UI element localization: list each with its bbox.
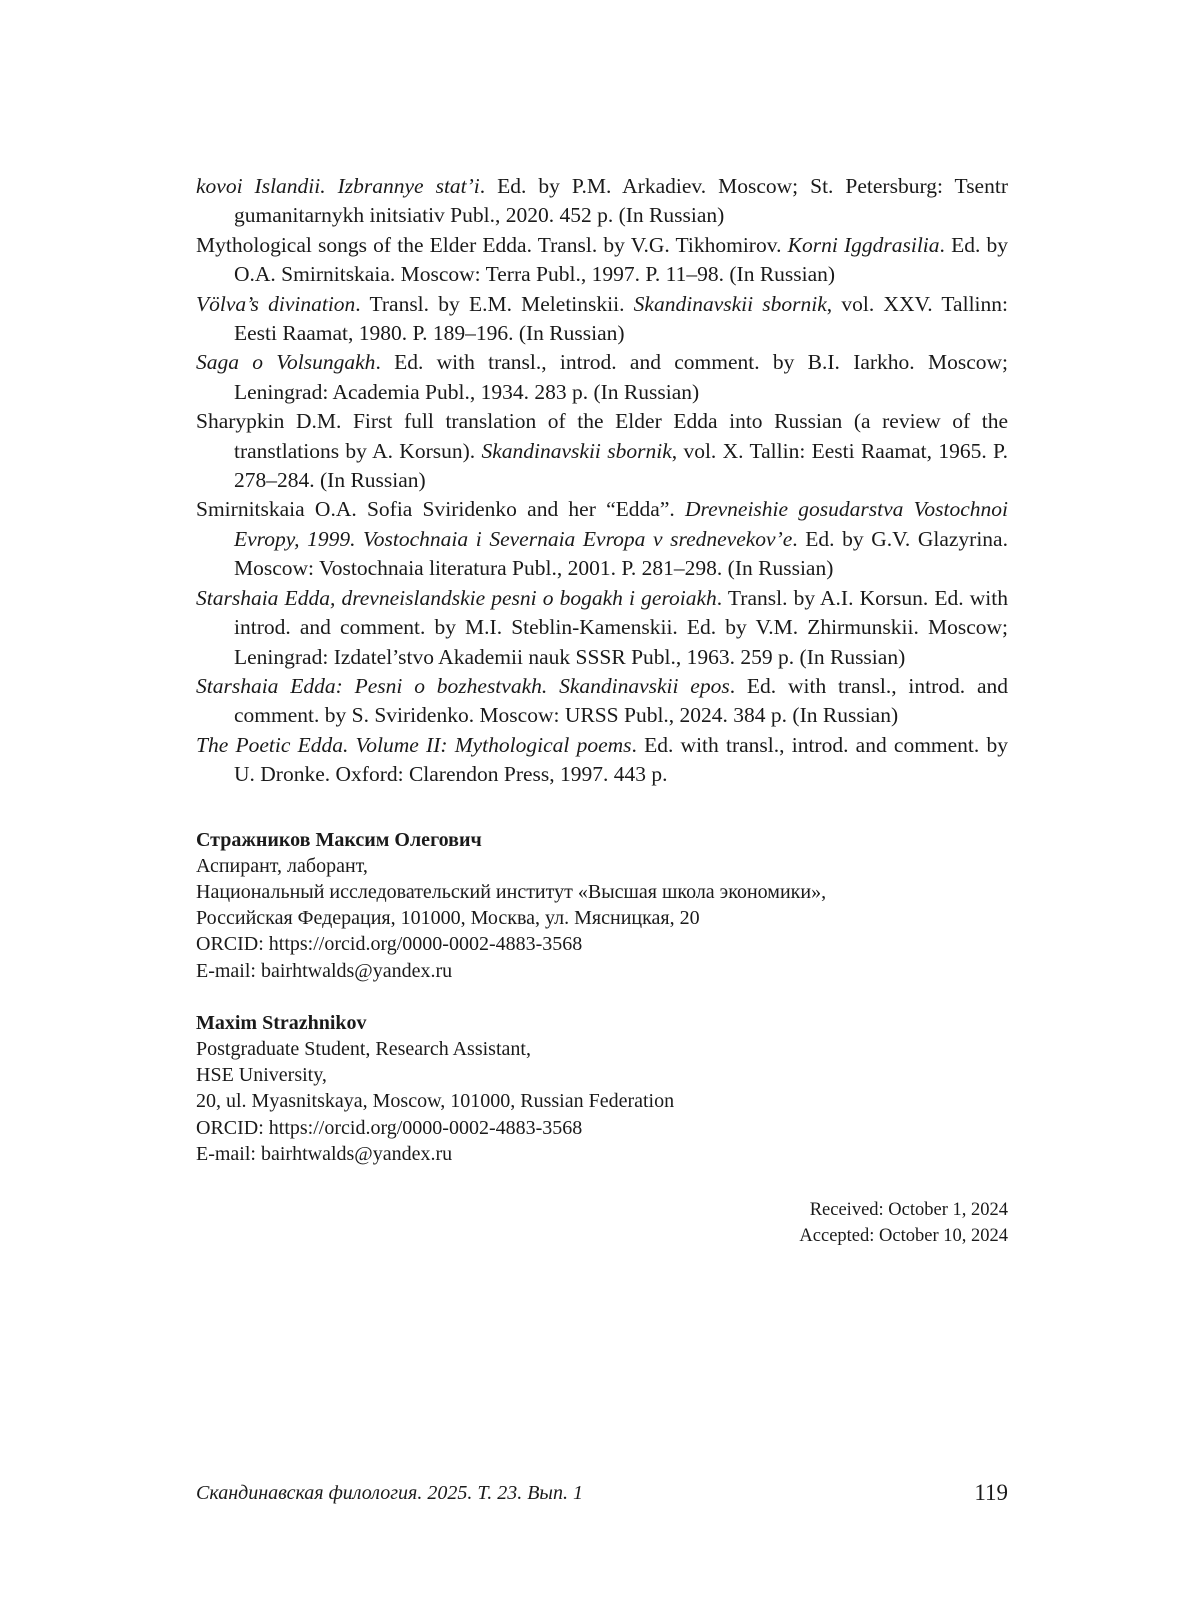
author-orcid-ru: ORCID: https://orcid.org/0000-0002-4883-3568 bbox=[196, 933, 583, 956]
author-institution-en: HSE University, bbox=[196, 1064, 327, 1087]
received-date: Received: October 1, 2024 bbox=[809, 1199, 1008, 1220]
author-position-en: Postgraduate Student, Research Assistant, bbox=[196, 1037, 531, 1060]
reference-title: Starshaia Edda: Pesni o bozhestvakh. Skandinavskii epos bbox=[196, 673, 730, 698]
reference-text: . Ed. by P.M. Arkadiev. Moscow; St. Petersburg: Tsentr gumanitarnykh initsiativ Publ., 2020. 452 p. (In Russian) bbox=[234, 174, 1008, 228]
reference-title: Skandinavskii sbornik bbox=[633, 291, 827, 316]
reference-text: Mythological songs of the Elder Edda. Transl. by V.G. Tikhomirov. bbox=[196, 232, 788, 257]
author-institution-ru: Национальный исследовательский институт «Высшая школа экономики», bbox=[196, 880, 827, 903]
reference-title: Skandinavskii sbornik bbox=[481, 438, 672, 463]
author-email-en: E-mail: bairhtwalds@yandex.ru bbox=[196, 1142, 453, 1165]
reference-item bbox=[196, 231, 1008, 290]
reference-title: The Poetic Edda. Volume II: Mythological poems bbox=[196, 732, 632, 757]
accepted-date: Accepted: October 10, 2024 bbox=[799, 1225, 1008, 1246]
author-address-en: 20, ul. Myasnitskaya, Moscow, 101000, Russian Federation bbox=[196, 1090, 675, 1113]
reference-title: Völva’s divination bbox=[196, 291, 356, 316]
reference-text: Sharypkin D.M. First full translation of the Elder Edda into Russian (a review of the transtlations by A. Korsun). bbox=[196, 409, 1008, 463]
reference-text: . Transl. by A.I. Korsun. Ed. with introd. and comment. by M.I. Steblin-Kamenskii. Ed. by V.M. Zhirmunskii. Moscow; Leningrad: Izdatel’stvo Akademii nauk SSSR Publ., 1963. 259 p. (In Russian) bbox=[234, 585, 1008, 669]
reference-item bbox=[196, 407, 1008, 495]
reference-item bbox=[196, 731, 1008, 790]
reference-title: Starshaia Edda, drevneislandskie pesni o bogakh i geroiakh bbox=[196, 585, 717, 610]
reference-text: . Ed. with transl., introd. and comment. by S. Sviridenko. Moscow: URSS Publ., 2024. 384 p. (In Russian) bbox=[234, 673, 1008, 728]
reference-text: . Ed. by O.A. Smirnitskaia. Moscow: Terra Publ., 1997. P. 11–98. (In Russian) bbox=[234, 232, 1008, 287]
reference-title: Korni Iggdrasilia bbox=[787, 232, 940, 257]
author-orcid-en: ORCID: https://orcid.org/0000-0002-4883-3568 bbox=[196, 1116, 583, 1139]
reference-title: Drevneishie gosudarstva Vostochnoi Evropy, 1999. Vostochnaia i Severnaia Evropa v srednevekov’e bbox=[234, 497, 1008, 551]
reference-item bbox=[196, 495, 1008, 583]
reference-title: Saga o Volsungakh bbox=[196, 350, 376, 375]
reference-item bbox=[196, 172, 1008, 231]
author-address-ru: Российская Федерация, 101000, Москва, ул. Мясницкая, 20 bbox=[196, 907, 700, 930]
reference-text: , vol. X. Tallin: Eesti Raamat, 1965. P. 278–284. (In Russian) bbox=[234, 438, 1008, 493]
reference-list bbox=[196, 172, 1008, 790]
reference-title: kovoi Islandii. Izbrannye stat’i bbox=[196, 174, 480, 198]
author-name-en: Maxim Strazhnikov bbox=[196, 1011, 367, 1034]
page-body bbox=[196, 172, 1008, 1249]
author-info-english bbox=[196, 1010, 1008, 1167]
journal-citation: Скандинавская филология. 2025. Т. 23. Вып. 1 bbox=[196, 1482, 583, 1504]
page-footer bbox=[196, 1478, 1008, 1508]
submission-dates bbox=[196, 1197, 1008, 1249]
reference-text: Smirnitskaia O.A. Sofia Sviridenko and her “Edda”. bbox=[196, 497, 685, 522]
reference-text: . Transl. by E.M. Meletinskii. bbox=[355, 291, 634, 316]
author-info-russian bbox=[196, 827, 1008, 984]
reference-item bbox=[196, 290, 1008, 349]
author-email-ru: E-mail: bairhtwalds@yandex.ru bbox=[196, 959, 453, 982]
page-number: 119 bbox=[974, 1480, 1008, 1505]
author-position-ru: Аспирант, лаборант, bbox=[196, 854, 368, 877]
reference-text: . Ed. by G.V. Glazyrina. Moscow: Vostochnaia literatura Publ., 2001. P. 281–298. (In Russian) bbox=[234, 526, 1008, 581]
reference-text: , vol. XXV. Tallinn: Eesti Raamat, 1980. P. 189–196. (In Russian) bbox=[234, 291, 1008, 346]
reference-item bbox=[196, 584, 1008, 672]
author-name-ru: Стражников Максим Олегович bbox=[196, 828, 482, 851]
reference-text: . Ed. with transl., introd. and comment. by B.I. Iarkho. Moscow; Leningrad: Academia Publ., 1934. 283 p. (In Russian) bbox=[234, 350, 1008, 404]
reference-text: . Ed. with transl., introd. and comment. by U. Dronke. Oxford: Clarendon Press, 1997. 443 p. bbox=[234, 732, 1008, 787]
reference-item bbox=[196, 672, 1008, 731]
reference-item bbox=[196, 348, 1008, 407]
